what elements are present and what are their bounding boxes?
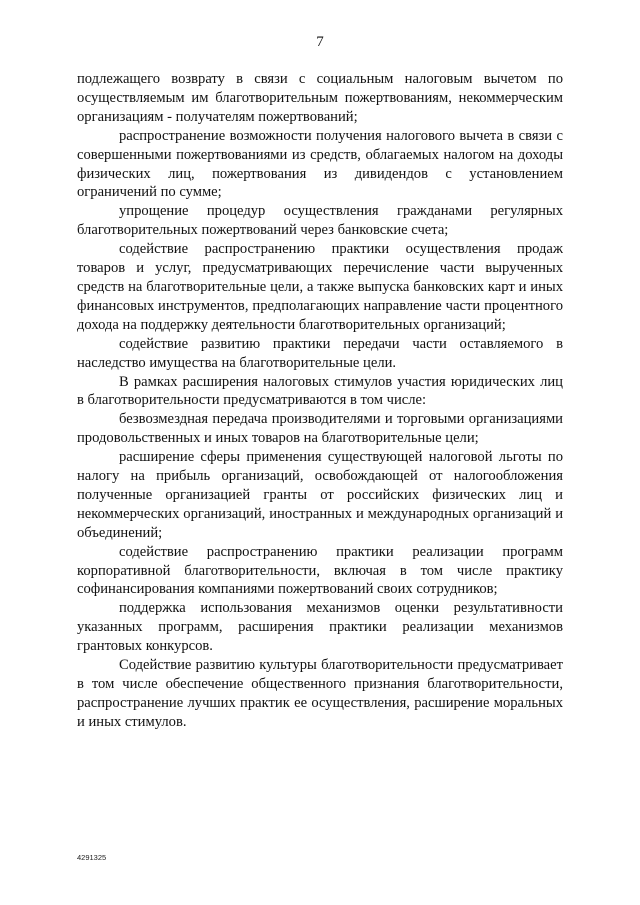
document-body	[77, 70, 563, 732]
paragraph-11: Содействие развитию культуры благотворительности предусматривает в том числе обеспечение общественного признания благотворительности, распространение лучших практик ее осуществления, расширение моральных и иных стимулов.	[77, 657, 563, 730]
paragraph-10: поддержка использования механизмов оценки результативности указанных программ, расширения практики реализации механизмов грантовых конкурсов.	[77, 600, 563, 655]
paragraph-4: содействие распространению практики осуществления продаж товаров и услуг, предусматривающих перечисление части вырученных средств на благотворительные цели, а также выпуска банковских карт и иных финансовых инструментов, предполагающих направление части процентного дохода на поддержку деятельности благотворительных организаций;	[77, 241, 563, 333]
document-code: 4291325	[77, 853, 107, 862]
paragraph-1: подлежащего возврату в связи с социальным налоговым вычетом по осуществляемым им благотворительным пожертвованиям, некоммерческим организациям - получателям пожертвований;	[77, 71, 563, 125]
paragraph-5: содействие развитию практики передачи части оставляемого в наследство имущества на благотворительные цели.	[77, 335, 563, 371]
paragraph-8: расширение сферы применения существующей налоговой льготы по налогу на прибыль организаций, освобождающей от налогообложения полученные организацией гранты от российских физических лиц и некоммерческих организаций, иностранных и международных организаций и объединений;	[77, 449, 563, 541]
paragraph-2: распространение возможности получения налогового вычета в связи с совершенными пожертвованиями из средств, облагаемых налогом на доходы физических лиц, пожертвования из дивидендов с установлением ограничений по сумме;	[77, 127, 563, 201]
paragraph-3: упрощение процедур осуществления гражданами регулярных благотворительных пожертвований через банковские счета;	[77, 203, 563, 239]
paragraph-9: содействие распространению практики реализации программ корпоративной благотворительности, включая в том числе практику софинансирования компаниями пожертвований своих сотрудников;	[77, 543, 563, 598]
paragraph-6: В рамках расширения налоговых стимулов участия юридических лиц в благотворительности предусматриваются в том числе:	[77, 373, 563, 409]
page-number: 7	[316, 34, 324, 50]
paragraph-7: безвозмездная передача производителями и торговыми организациями продовольственных и иных товаров на благотворительные цели;	[77, 411, 563, 447]
